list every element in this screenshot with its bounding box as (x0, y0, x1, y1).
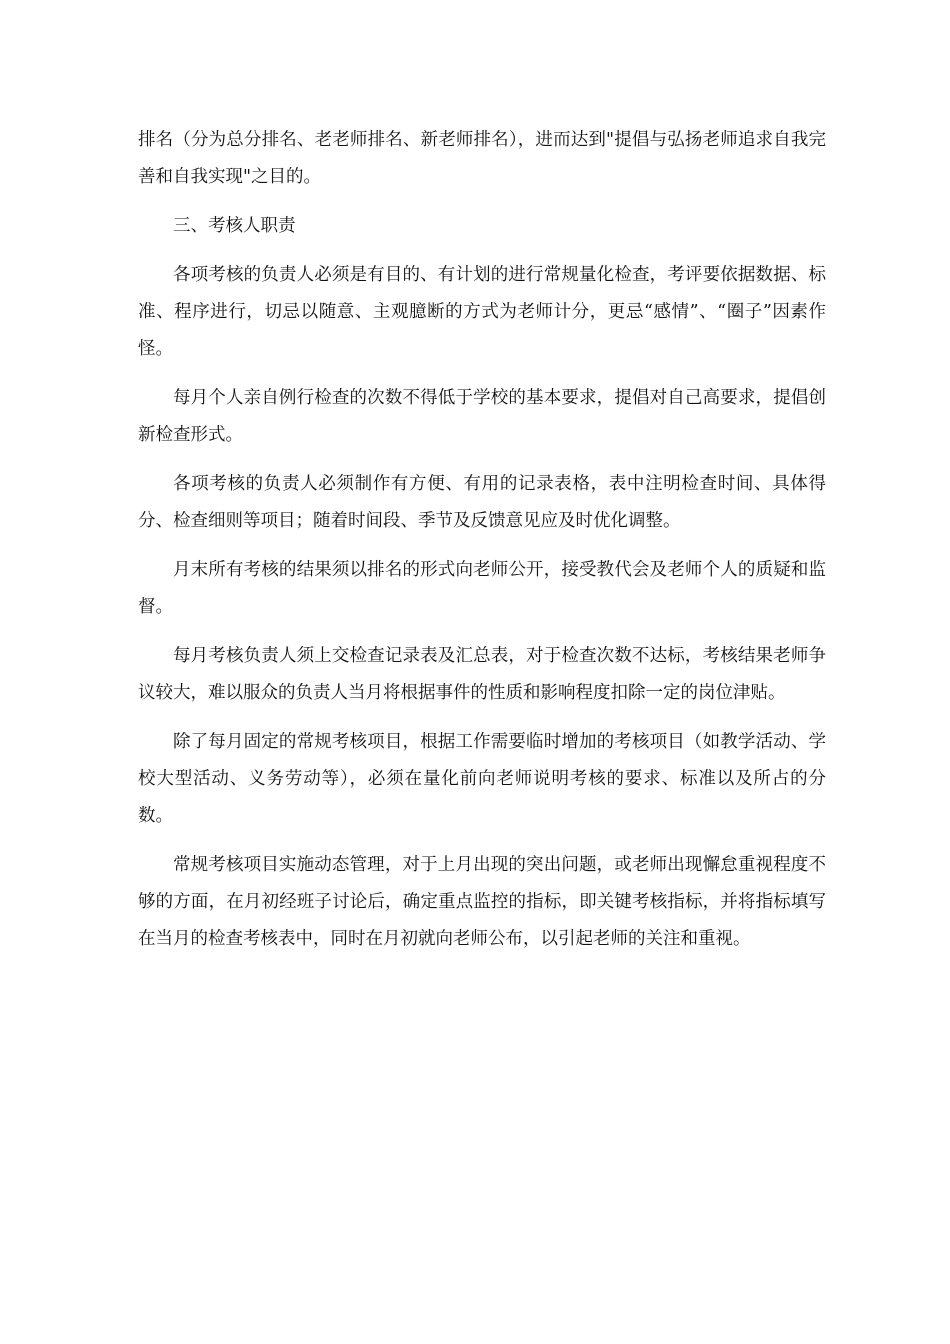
paragraph: 月末所有考核的结果须以排名的形式向老师公开，接受教代会及老师个人的质疑和监督。 (138, 560, 826, 617)
paragraph: 各项考核的负责人必须制作有方便、有用的记录表格，表中注明检查时间、具体得分、检查细则等项目；随着时间段、季节及反馈意见应及时优化调整。 (138, 474, 826, 531)
section-heading: 三、考核人职责 (173, 216, 296, 236)
paragraph: 常规考核项目实施动态管理，对于上月出现的突出问题，或老师出现懈怠重视程度不够的方面，在月初经班子讨论后，确定重点监控的指标，即关键考核指标，并将指标填写在当月的检查考核表中，同时在月初就向老师公布，以引起老师的关注和重视。 (138, 855, 826, 949)
paragraph-continuation: 排名（分为总分排名、老老师排名、新老师排名），进而达到"提倡与弘扬老师追求自我完善和自我实现"之目的。 (138, 130, 826, 187)
paragraph: 每月考核负责人须上交检查记录表及汇总表，对于检查次数不达标，考核结果老师争议较大，难以服众的负责人当月将根据事件的性质和影响程度扣除一定的岗位津贴。 (138, 646, 826, 703)
document-body (138, 122, 826, 970)
paragraph: 每月个人亲自例行检查的次数不得低于学校的基本要求，提倡对自己高要求，提倡创新检查形式。 (138, 388, 826, 445)
paragraph: 各项考核的负责人必须是有目的、有计划的进行常规量化检查，考评要依据数据、标准、程序进行，切忌以随意、主观臆断的方式为老师计分，更忌“感情”、“圈子”因素作怪。 (138, 265, 826, 359)
paragraph: 除了每月固定的常规考核项目，根据工作需要临时增加的考核项目（如教学活动、学校大型活动、义务劳动等），必须在量化前向老师说明考核的要求、标准以及所占的分数。 (138, 732, 826, 826)
